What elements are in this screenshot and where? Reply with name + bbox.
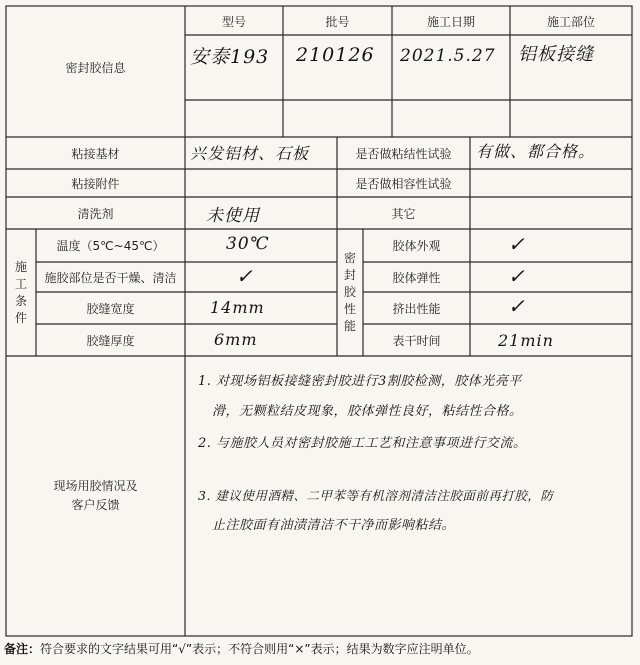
sealant-part-value: 铝板接缝 bbox=[518, 44, 594, 65]
adhesion-test-label: 是否做粘结性试验 bbox=[355, 146, 452, 161]
sealant-batch-value: 210126 bbox=[296, 44, 375, 66]
joint-thickness-label: 胶缝厚度 bbox=[86, 333, 135, 348]
tack-free-value: 21min bbox=[498, 331, 554, 350]
tack-free-label: 表干时间 bbox=[392, 333, 441, 348]
substrate-value: 兴发铝材、石板 bbox=[190, 144, 310, 163]
feedback-line-4: 3. 建议使用酒精、二甲苯等有机溶剂清洁注胶面前再打胶，防 bbox=[198, 488, 554, 503]
compat-test-label: 是否做相容性试验 bbox=[355, 176, 452, 191]
cleaner-value: 未使用 bbox=[206, 206, 260, 226]
sealant-model-value: 安泰193 bbox=[190, 46, 270, 68]
feedback-line-5: 止注胶面有油渍清洁不干净而影响粘结。 bbox=[212, 518, 456, 533]
footer-note bbox=[4, 640, 479, 657]
accessory-label: 粘接附件 bbox=[71, 176, 120, 191]
col-header-date: 施工日期 bbox=[426, 15, 475, 29]
extrusion-label: 挤出性能 bbox=[392, 301, 441, 316]
elasticity-check: ✓ bbox=[508, 264, 526, 288]
footer-note-label: 备注： bbox=[4, 642, 41, 656]
sealant-date-value: 2021.5.27 bbox=[400, 46, 496, 66]
elasticity-label: 胶体弹性 bbox=[392, 270, 441, 285]
appearance-check: ✓ bbox=[508, 232, 526, 256]
substrate-label: 粘接基材 bbox=[71, 146, 120, 161]
col-header-model: 型号 bbox=[221, 15, 246, 29]
performance-group-label: 密 封 胶 性 能 bbox=[343, 251, 356, 333]
temperature-value: 30℃ bbox=[226, 234, 270, 254]
appearance-label: 胶体外观 bbox=[392, 239, 441, 253]
extrusion-check: ✓ bbox=[508, 294, 526, 318]
joint-width-value: 14mm bbox=[210, 298, 265, 317]
feedback-label: 现场用胶情况及 客户反馈 bbox=[53, 479, 138, 512]
dry-clean-label: 施胶部位是否干燥、清洁 bbox=[44, 270, 177, 285]
conditions-group-label: 施 工 条 件 bbox=[14, 259, 27, 325]
joint-thickness-value: 6mm bbox=[214, 330, 258, 349]
feedback-line-3: 2. 与施胶人员对密封胶施工工艺和注意事项进行交流。 bbox=[198, 436, 527, 451]
temperature-label: 温度（5℃~45℃） bbox=[56, 239, 165, 253]
joint-width-label: 胶缝宽度 bbox=[86, 301, 135, 316]
adhesion-test-value: 有做、都合格。 bbox=[476, 142, 596, 161]
feedback-line-2: 滑，无颗粒结皮现象，胶体弹性良好，粘结性合格。 bbox=[212, 404, 523, 419]
dry-clean-check: ✓ bbox=[236, 264, 254, 288]
other-label: 其它 bbox=[391, 206, 416, 221]
footer-note-text: 符合要求的文字结果可用“√”表示；不符合则用“×”表示；结果为数字应注明单位。 bbox=[40, 642, 479, 656]
col-header-part: 施工部位 bbox=[546, 15, 595, 29]
sealant-info-label: 密封胶信息 bbox=[65, 61, 126, 75]
cleaner-label: 清洗剂 bbox=[77, 206, 114, 221]
feedback-line-1: 1. 对现场铝板接缝密封胶进行3割胶检测，胶体光亮平 bbox=[198, 374, 522, 389]
col-header-batch: 批号 bbox=[325, 15, 350, 29]
